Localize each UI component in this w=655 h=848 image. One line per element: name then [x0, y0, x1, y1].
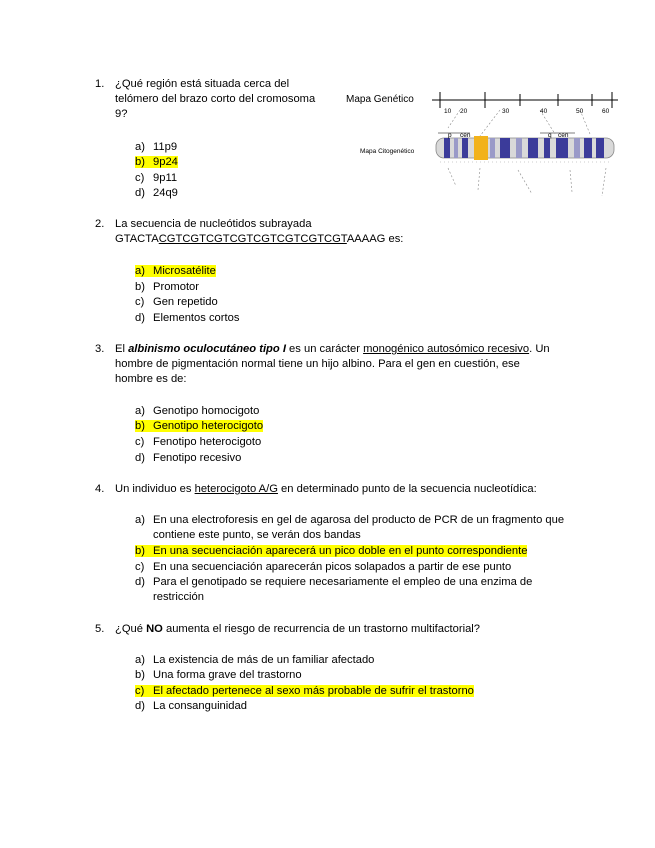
option-text: 24q9	[153, 187, 178, 199]
option-3c[interactable]	[135, 435, 261, 450]
question-text	[115, 482, 585, 497]
option-text: Una forma grave del trastorno	[153, 669, 302, 681]
option-text: Microsatélite	[153, 265, 216, 277]
option-text: Gen repetido	[153, 296, 218, 308]
question-text	[115, 217, 555, 247]
chromosome-map-figure	[340, 78, 625, 198]
option-4a[interactable]	[135, 513, 565, 543]
option-1b[interactable]	[135, 155, 178, 170]
text-segment: ¿Qué	[115, 623, 147, 635]
option-text: La consanguinidad	[153, 700, 247, 712]
chromosome-band	[596, 138, 604, 158]
genotype-term: heterocigoto A/G	[194, 483, 278, 495]
sequence-underlined: CGTCGTCGTCGTCGTCGTCGTCGT	[158, 233, 347, 245]
centromere-label: cen	[460, 132, 471, 139]
question-number: 3.	[95, 343, 105, 355]
arm-label-p: p	[448, 132, 452, 139]
option-text: La existencia de más de un familiar afectado	[153, 654, 375, 666]
question-text-line	[115, 342, 585, 357]
option-1c[interactable]	[135, 171, 177, 186]
chromosome-band	[490, 138, 495, 158]
text-segment: El	[115, 343, 129, 355]
option-text: En una secuenciación aparecerá un pico doble en el punto correspondiente	[153, 545, 528, 557]
option-letter: d)	[135, 187, 145, 199]
chromosome-band	[454, 138, 458, 158]
question-text-line: 9?	[115, 108, 128, 120]
question-number: 4.	[95, 483, 105, 495]
sequence-prefix: GTACTA	[115, 233, 159, 245]
option-4c[interactable]	[135, 560, 511, 575]
option-3a[interactable]	[135, 404, 259, 419]
chromosome-band	[516, 138, 522, 158]
option-1a[interactable]	[135, 140, 177, 155]
text-segment: . Un	[529, 343, 550, 355]
option-letter: a)	[135, 405, 145, 417]
option-text: Para el genotipado se requiere necesariamente el empleo de una enzima de restricción	[153, 576, 533, 603]
option-letter: c)	[135, 296, 145, 308]
option-letter: b)	[135, 669, 145, 681]
option-3d[interactable]	[135, 451, 241, 466]
question-text	[115, 622, 585, 637]
option-text: 9p24	[153, 156, 178, 168]
option-1d[interactable]	[135, 186, 178, 201]
option-letter: a)	[135, 654, 145, 666]
centromere-label: cen	[558, 132, 569, 139]
option-text: 9p11	[153, 172, 178, 184]
option-text: En una secuenciación aparecerán picos solapados a partir de ese punto	[153, 561, 512, 573]
text-segment: aumenta el riesgo de recurrencia de un trastorno multifactorial?	[162, 623, 481, 635]
scale-tick-label: 40	[540, 108, 548, 115]
scale-tick-label: 30	[502, 108, 510, 115]
genetic-map-label: Mapa Genético	[346, 94, 414, 105]
question-number: 2.	[95, 218, 105, 230]
option-text: El afectado pertenece al sexo más probable de sufrir el trastorno	[153, 685, 474, 697]
inheritance-term: monogénico autosómico recesivo	[363, 343, 530, 355]
option-4b[interactable]	[135, 544, 527, 559]
option-letter: c)	[135, 436, 145, 448]
question-text	[115, 342, 585, 387]
text-segment: Un individuo es	[115, 483, 195, 495]
option-4d[interactable]	[135, 575, 565, 605]
arm-label-q: q	[548, 132, 552, 139]
option-text: Fenotipo recesivo	[153, 452, 242, 464]
scale-tick-label: 60	[602, 108, 610, 115]
option-letter: d)	[135, 452, 145, 464]
option-letter: c)	[135, 685, 145, 697]
chromosome-band	[584, 138, 592, 158]
option-letter: b)	[135, 545, 145, 557]
option-2c[interactable]	[135, 295, 218, 310]
genetic-map-ruler	[340, 78, 625, 198]
option-letter: d)	[135, 312, 145, 324]
option-text: Genotipo heterocigoto	[153, 420, 264, 432]
option-letter: c)	[135, 561, 145, 573]
scale-tick-label: 20	[460, 108, 468, 115]
option-5c[interactable]	[135, 684, 474, 699]
option-2d[interactable]	[135, 311, 239, 326]
option-letter: d)	[135, 576, 145, 588]
option-2a[interactable]	[135, 264, 216, 279]
option-text: Elementos cortos	[153, 312, 240, 324]
chromosome-band	[528, 138, 538, 158]
option-5a[interactable]	[135, 653, 374, 668]
option-2b[interactable]	[135, 280, 199, 295]
question-text-line: La secuencia de nucleótidos subrayada	[115, 218, 312, 230]
albinism-term: albinismo oculocutáneo tipo I	[128, 343, 286, 355]
option-letter: b)	[135, 156, 145, 168]
question-number: 5.	[95, 623, 105, 635]
option-letter: a)	[135, 514, 145, 526]
option-text: En una electroforesis en gel de agarosa del producto de PCR de un fragmento que contiene este punto, se verán dos bandas	[153, 514, 565, 541]
nucleotide-sequence	[115, 232, 555, 247]
question-text-line: hombre de pigmentación normal tiene un hijo albino. Para el gen en cuestión, ese	[115, 358, 520, 370]
option-5d[interactable]	[135, 699, 247, 714]
option-text: Fenotipo heterocigoto	[153, 436, 262, 448]
question-number: 1.	[95, 78, 105, 90]
chromosome-band	[500, 138, 510, 158]
option-letter: b)	[135, 281, 145, 293]
option-5b[interactable]	[135, 668, 302, 683]
option-letter: a)	[135, 141, 145, 153]
question-text-line: telómero del brazo corto del cromosoma	[115, 93, 316, 105]
option-text: Genotipo homocigoto	[153, 405, 260, 417]
sequence-suffix: AAAAG es:	[346, 233, 404, 245]
option-letter: c)	[135, 172, 145, 184]
option-letter: a)	[135, 265, 145, 277]
option-letter: b)	[135, 420, 145, 432]
option-text: Promotor	[153, 281, 200, 293]
cytogenetic-map-label: Mapa Citogenético	[360, 148, 415, 155]
option-text: 11p9	[153, 141, 178, 153]
negation-term: NO	[146, 623, 163, 635]
centromere-highlight	[474, 136, 488, 160]
question-text-line: ¿Qué región está situada cerca del	[115, 78, 290, 90]
option-3b[interactable]	[135, 419, 263, 434]
text-segment: es un carácter	[285, 343, 364, 355]
scale-tick-label: 50	[576, 108, 584, 115]
question-text	[115, 77, 355, 122]
question-text-line: hombre es de:	[115, 373, 187, 385]
chromosome-band	[574, 138, 580, 158]
option-letter: d)	[135, 700, 145, 712]
scale-tick-label: 10	[444, 108, 452, 115]
text-segment: en determinado punto de la secuencia nucleotídica:	[277, 483, 537, 495]
